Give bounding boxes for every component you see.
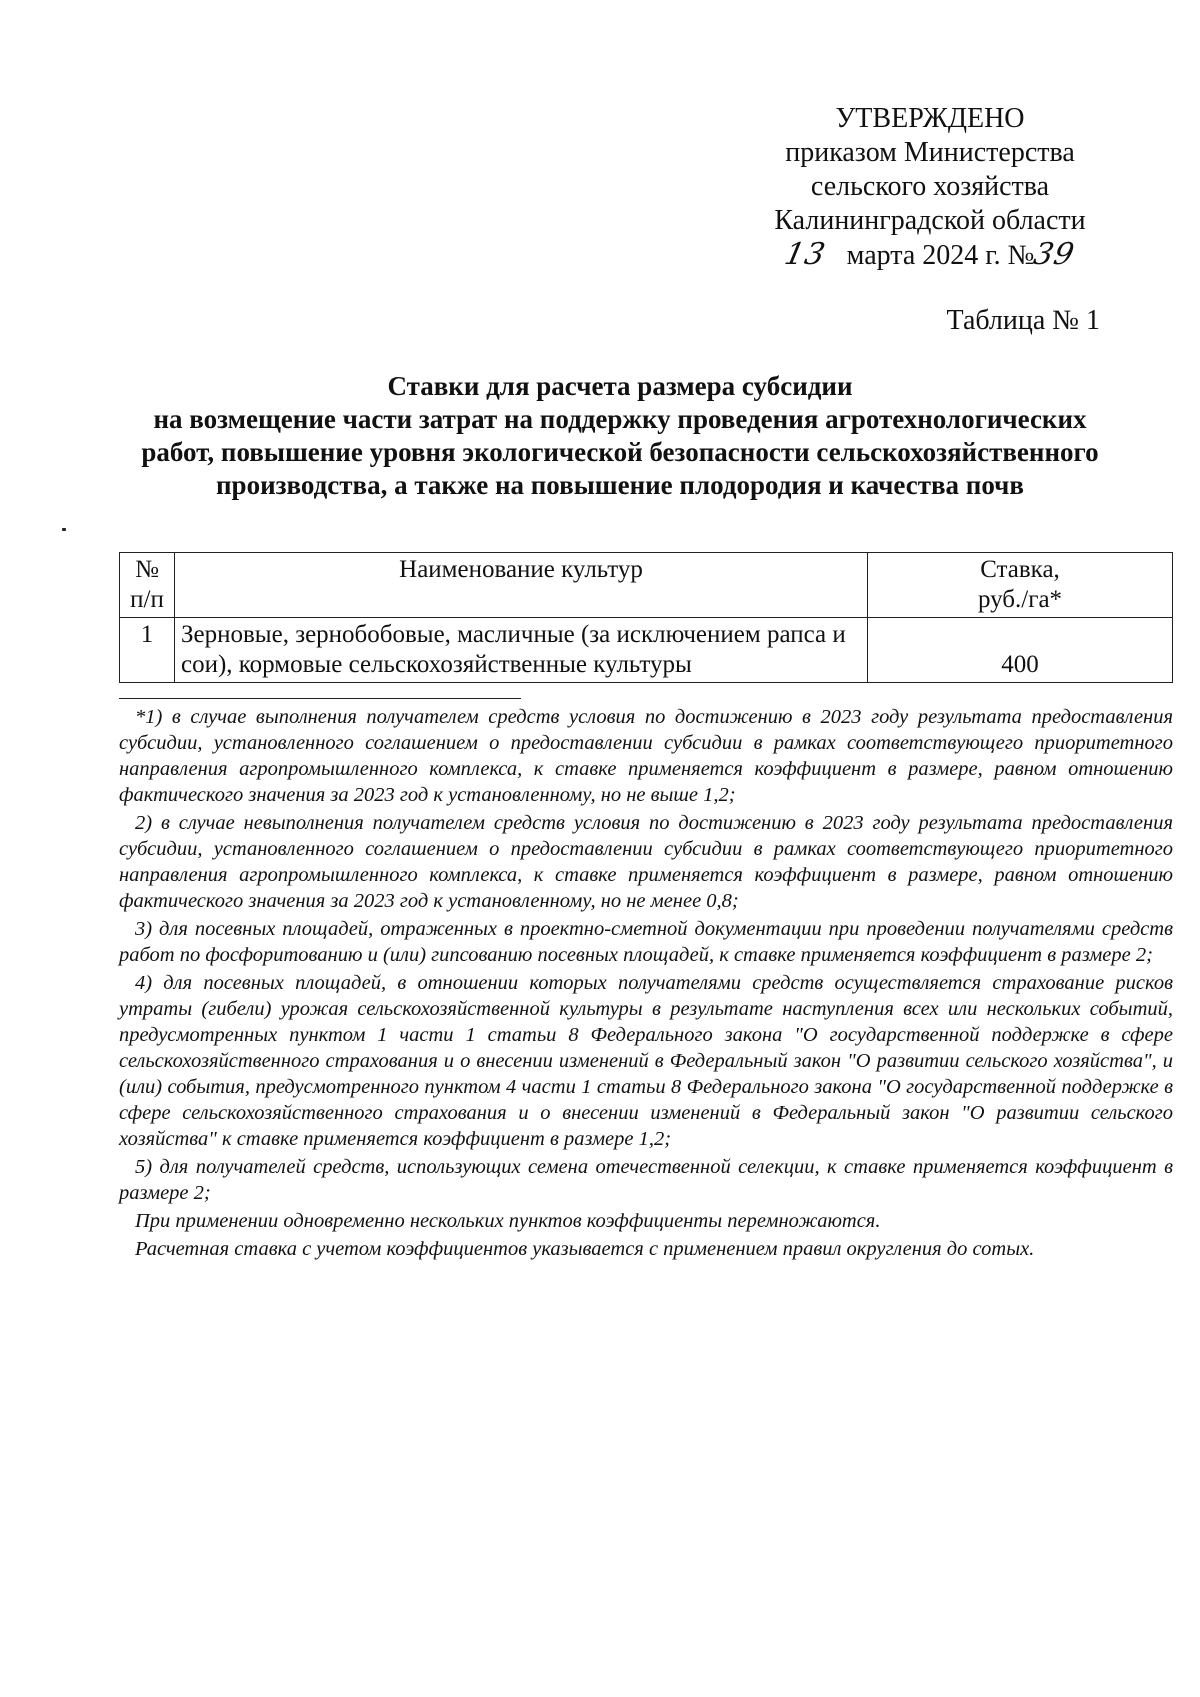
footnote-rounding-rule: Расчетная ставка с учетом коэффициентов указывается с применением правил округления до сотых. [135,1238,1035,1260]
header-rate [868,553,1173,618]
approval-month-year: марта 2024 г. № [846,240,1035,271]
title-line-1: Ставки для расчета размера субсидии [387,371,853,401]
approval-heading: УТВЕРЖДЕНО [835,103,1025,134]
footnote-5: 5) для получателей средств, использующих семена отечественной селекции, к ставке применяется коэффициент в размере 2; [119,1156,1173,1204]
scan-mark [62,528,66,531]
footnote-3: 3) для посевных площадей, отраженных в проектно-сметной документации при проведении получателями средств работ по фосфоритованию и (или) гипсованию посевных площадей, к ставке применяется коэффициент в размере 2; [119,918,1173,966]
title-line-2: на возмещение части затрат на поддержку проведения агротехнологических [153,404,1087,434]
row-rate-value: 400 [1001,651,1039,678]
title-line-4: производства, а также на повышение плодородия и качества почв [216,470,1024,500]
rates-table [119,552,1173,683]
header-number [120,553,175,618]
approval-line-region: Калининградской области [774,205,1086,236]
footnote-1: *1) в случае выполнения получателем средств условия по достижению в 2023 году результата предоставления субсидии, установленного соглашением о предоставлении субсидии в рамках соответствующего приоритетного направления агропромышленного комплекса, к ставке применяется коэффициент в размере, равном отношению фактического значения за 2023 год к установленному, но не выше 1,2; [119,706,1173,806]
footnote-separator [119,698,521,699]
footnote-4: 4) для посевных площадей, в отношении которых получателями средств осуществляется страхование рисков утраты (гибели) урожая сельскохозяйственной культуры в результате наступления всех или нескольких событий, предусмотренных пунктом 1 части 1 статьи 8 Федерального закона "О государственной поддержке в сфере сельскохозяйственного страхования и о внесении изменений в Федеральный закон "О развитии сельского хозяйства", и (или) события, предусмотренного пунктом 4 части 1 статьи 8 Федерального закона "О государственной поддержке в сфере сельскохозяйственного страхования и о внесении изменений в Федеральный закон "О развитии сельского хозяйства" к ставке применяется коэффициент в размере 1,2; [119,972,1173,1150]
footnote-2: 2) в случае невыполнения получателем средств условия по достижению в 2023 году результата предоставления субсидии, установленного соглашением о предоставлении субсидии в рамках соответствующего приоритетного направления агропромышленного комплекса, к ставке применяется коэффициент в размере, равном отношению фактического значения за 2023 год к установленному, но не менее 0,8; [119,812,1173,912]
table-row [120,618,1173,683]
footnotes [119,704,1173,1262]
table-header-row [120,553,1173,618]
handwritten-order-number: 39 [1030,237,1079,272]
title-line-3: работ, повышение уровня экологической безопасности сельскохозяйственного [141,437,1099,467]
approval-line-ministry: сельского хозяйства [810,171,1050,202]
handwritten-day: 13 [781,237,830,272]
row-crop-name: Зерновые, зернобобовые, масличные (за исключением рапса и сои), кормовые сельскохозяйственные культуры [175,618,868,683]
table-number: Таблица № 1 [946,305,1100,336]
approval-line-order: приказом Министерства [785,137,1075,168]
header-rate-line1: Ставка, [980,556,1060,583]
header-crop-name: Наименование культур [175,553,868,618]
document-title [110,370,1130,502]
header-number-line1: № [135,556,159,583]
footnote-multiplication-rule: При применении одновременно нескольких пунктов коэффициенты перемножаются. [135,1210,881,1232]
approval-block [700,102,1160,273]
approval-date-line [700,238,1160,273]
header-number-line2: п/п [130,586,164,613]
header-rate-line2: руб./га* [977,586,1063,613]
row-number: 1 [120,618,175,683]
row-rate-cell [868,618,1173,683]
